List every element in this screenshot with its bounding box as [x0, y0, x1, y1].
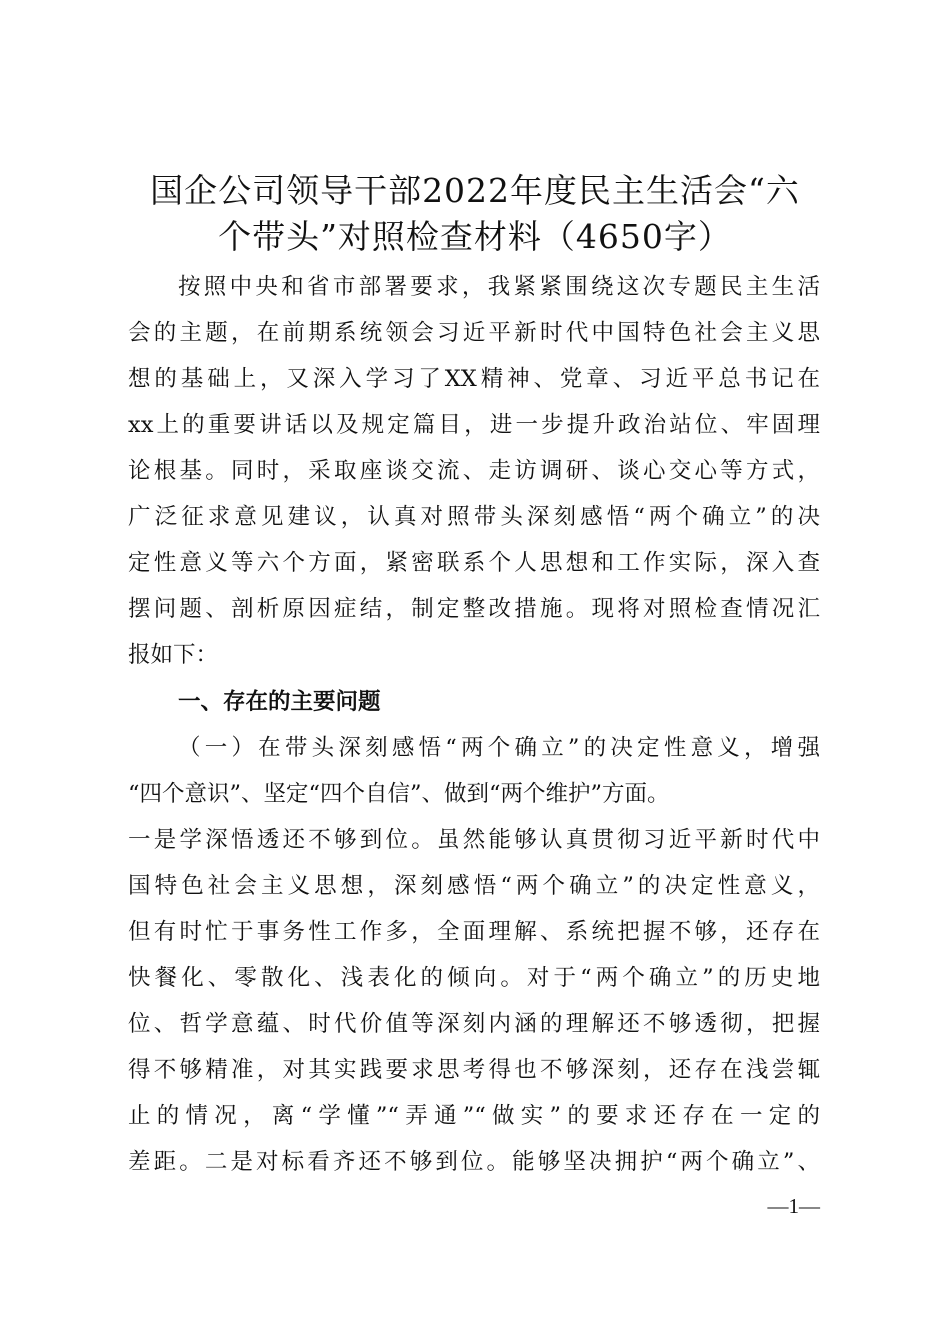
title-line: 个带头”对照检查材料（4650字） — [218, 217, 732, 256]
body-line: 但有时忙于事务性工作多，全面理解、系统把握不够，还存在 — [128, 919, 820, 945]
body-line: 位、哲学意蕴、时代价值等深刻内涵的理解还不够透彻，把握 — [128, 1011, 820, 1037]
body-line: 想的基础上，又深入学习了XX精神、党章、习近平总书记在 — [128, 366, 820, 392]
body-line: 广泛征求意见建议，认真对照带头深刻感悟“两个确立”的决 — [128, 504, 820, 530]
title-line: 国企公司领导干部2022年度民主生活会“六 — [150, 171, 800, 210]
body-line: 国特色社会主义思想，深刻感悟“两个确立”的决定性意义， — [128, 873, 820, 899]
body-line: 一是学深悟透还不够到位。虽然能够认真贯彻习近平新时代中 — [128, 827, 820, 853]
section-heading: 一、存在的主要问题 — [178, 689, 381, 715]
body-line: 按照中央和省市部署要求，我紧紧围绕这次专题民主生活 — [178, 274, 820, 300]
body-line: 差距。二是对标看齐还不够到位。能够坚决拥护“两个确立”、 — [128, 1149, 820, 1175]
body-line: 论根基。同时，采取座谈交流、走访调研、谈心交心等方式， — [128, 458, 820, 484]
body-line: xx上的重要讲话以及规定篇目，进一步提升政治站位、牢固理 — [128, 412, 820, 438]
body-line: 会的主题，在前期系统领会习近平新时代中国特色社会主义思 — [128, 320, 820, 346]
body-line: 定性意义等六个方面，紧密联系个人思想和工作实际，深入查 — [128, 550, 820, 576]
body-line: 得不够精准，对其实践要求思考得也不够深刻，还存在浅尝辄 — [128, 1057, 820, 1083]
body-line: “四个意识”、坚定“四个自信”、做到“两个维护”方面。 — [128, 781, 670, 807]
body-line: 摆问题、剖析原因症结，制定整改措施。现将对照检查情况汇 — [128, 596, 820, 622]
body-line: 快餐化、零散化、浅表化的倾向。对于“两个确立”的历史地 — [128, 965, 820, 991]
page-number: —1— — [767, 1194, 820, 1218]
document-title — [100, 168, 850, 260]
body-line: 报如下： — [128, 642, 219, 668]
body-line: 止的情况，离“学懂”“弄通”“做实”的要求还存在一定的 — [128, 1103, 820, 1129]
body-line: （一）在带头深刻感悟“两个确立”的决定性意义，增强 — [178, 735, 820, 761]
